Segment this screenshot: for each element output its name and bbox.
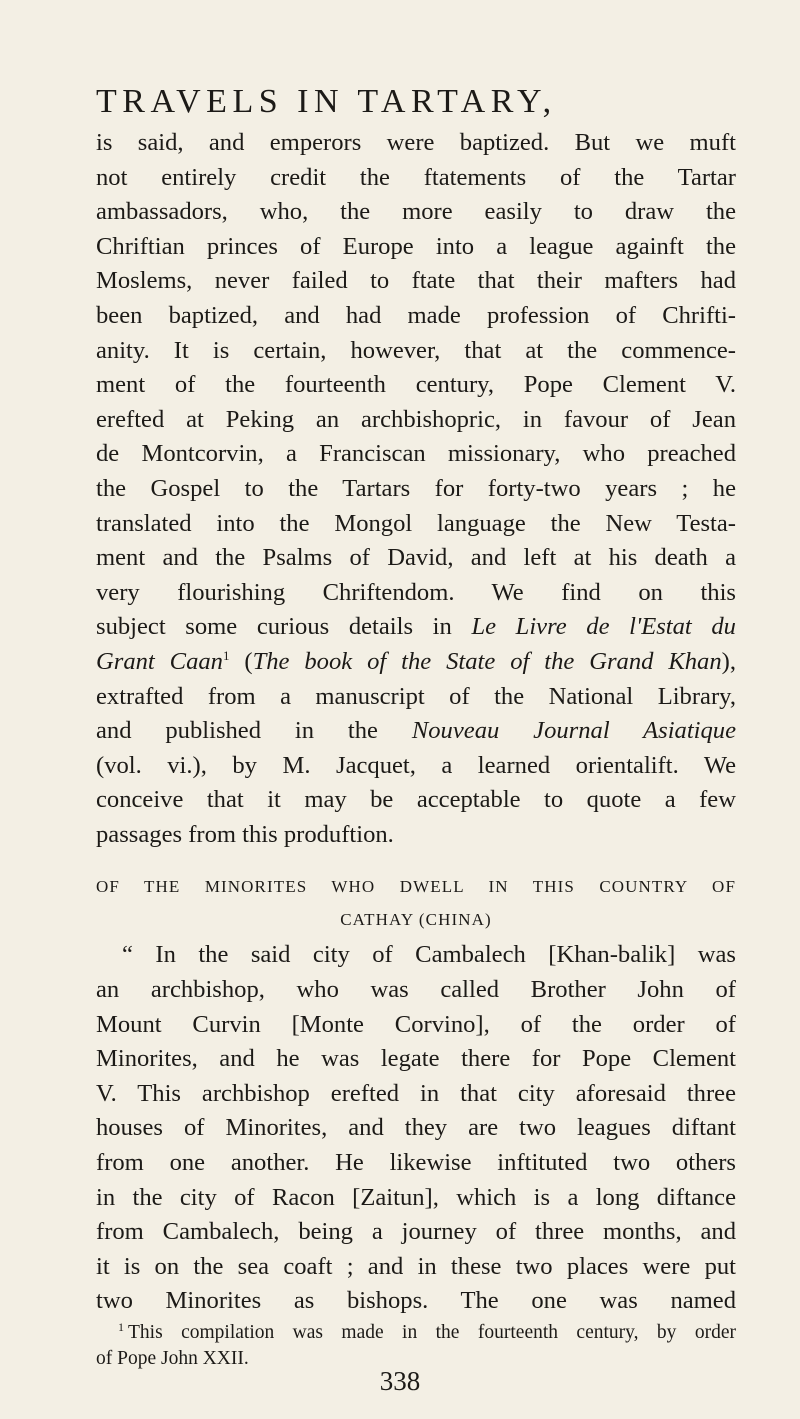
text-line xyxy=(96,610,736,645)
footnote-number: 1 xyxy=(118,1320,124,1334)
running-head: TRAVELS IN TARTARY, xyxy=(96,83,557,120)
footnote-reference[interactable]: 1 xyxy=(222,647,230,663)
text-line: anity. It is certain, however, that at the commence- xyxy=(96,336,736,364)
text-line: ambassadors, who, the more easily to draw the xyxy=(96,198,736,226)
text-line: very flourishing Chriftendom. We find on this xyxy=(96,578,736,606)
text-line: is said, and emperors were baptized. But we muft xyxy=(96,129,736,156)
quote-line: “ In the said city of Cambalech [Khan-balik] was xyxy=(122,941,736,969)
text-line: conceive that it may be acceptable to quote a few xyxy=(96,786,736,814)
text-line: extrafted from a manuscript of the National Library, xyxy=(96,682,736,710)
footnote-text: This compilation was made in the fourteenth century, by order xyxy=(128,1322,736,1343)
text-line xyxy=(96,714,736,749)
text-segment: and published in the xyxy=(96,717,378,745)
text-line: ment of the fourteenth century, Pope Clement V. xyxy=(96,371,736,399)
main-text xyxy=(96,126,736,1319)
quote-line: V. This archbishop erefted in that city aforesaid three xyxy=(96,1079,736,1107)
book-title-french-cont: Grant Caan xyxy=(96,647,223,675)
section-heading xyxy=(96,870,736,936)
text-line: erefted at Peking an archbishopric, in favour of Jean xyxy=(96,405,736,433)
quote-line: it is on the sea coaft ; and in these two places were put xyxy=(96,1252,736,1280)
page-number: 338 xyxy=(379,1366,421,1396)
text-line: translated into the Mongol language the New Testa- xyxy=(96,509,736,537)
quote-line: in the city of Racon [Zaitun], which is a long diftance xyxy=(96,1183,736,1211)
quotation xyxy=(96,938,736,1319)
text-line: ment and the Psalms of David, and left at his death a xyxy=(96,544,736,572)
quote-line: from Cambalech, being a journey of three months, and xyxy=(96,1218,736,1246)
footnote-line xyxy=(96,1320,736,1346)
text-line: (vol. vi.), by M. Jacquet, a learned orientalift. We xyxy=(96,751,736,779)
quote-line: from one another. He likewise inftituted two others xyxy=(96,1149,736,1177)
text-line: been baptized, and had made profession of Chrifti- xyxy=(96,301,736,329)
quote-line: two Minorites as bishops. The one was named xyxy=(96,1287,736,1315)
book-title-french: Le Livre de l'Estat du xyxy=(471,613,736,641)
text-line: Chriftian princes of Europe into a league againft the xyxy=(96,232,736,260)
text-line: Moslems, never failed to ftate that their mafters had xyxy=(96,267,736,295)
paragraph xyxy=(96,126,736,852)
quote-line: Minorites, and he was legate there for Pope Clement xyxy=(96,1045,736,1073)
journal-title: Nouveau Journal Asiatique xyxy=(411,717,736,745)
text-line: the Gospel to the Tartars for forty-two years ; he xyxy=(96,474,736,502)
text-line: Grant Caan$^1$ (The book of the State of the Grand Khan), xyxy=(96,647,736,675)
quote-line: houses of Minorites, and they are two leagues diftant xyxy=(96,1114,736,1142)
quote-line: Mount Curvin [Monte Corvino], of the order of xyxy=(96,1010,736,1038)
text-line: not entirely credit the ftatements of the Tartar xyxy=(96,163,736,191)
text-line: de Montcorvin, a Franciscan missionary, who preached xyxy=(96,440,736,468)
section-heading-line: OF THE MINORITES WHO DWELL IN THIS COUNTRY OF xyxy=(96,877,736,897)
footnote-line: of Pope John XXII. xyxy=(96,1348,249,1369)
quote-line: an archbishop, who was called Brother John of xyxy=(96,976,736,1004)
book-title-english: The book of the State of the Grand Khan xyxy=(252,647,722,675)
text-segment: subject some curious details in xyxy=(96,613,452,641)
section-heading-line: CATHAY (CHINA) xyxy=(340,910,492,930)
text-line: passages from this produftion. xyxy=(96,820,394,848)
